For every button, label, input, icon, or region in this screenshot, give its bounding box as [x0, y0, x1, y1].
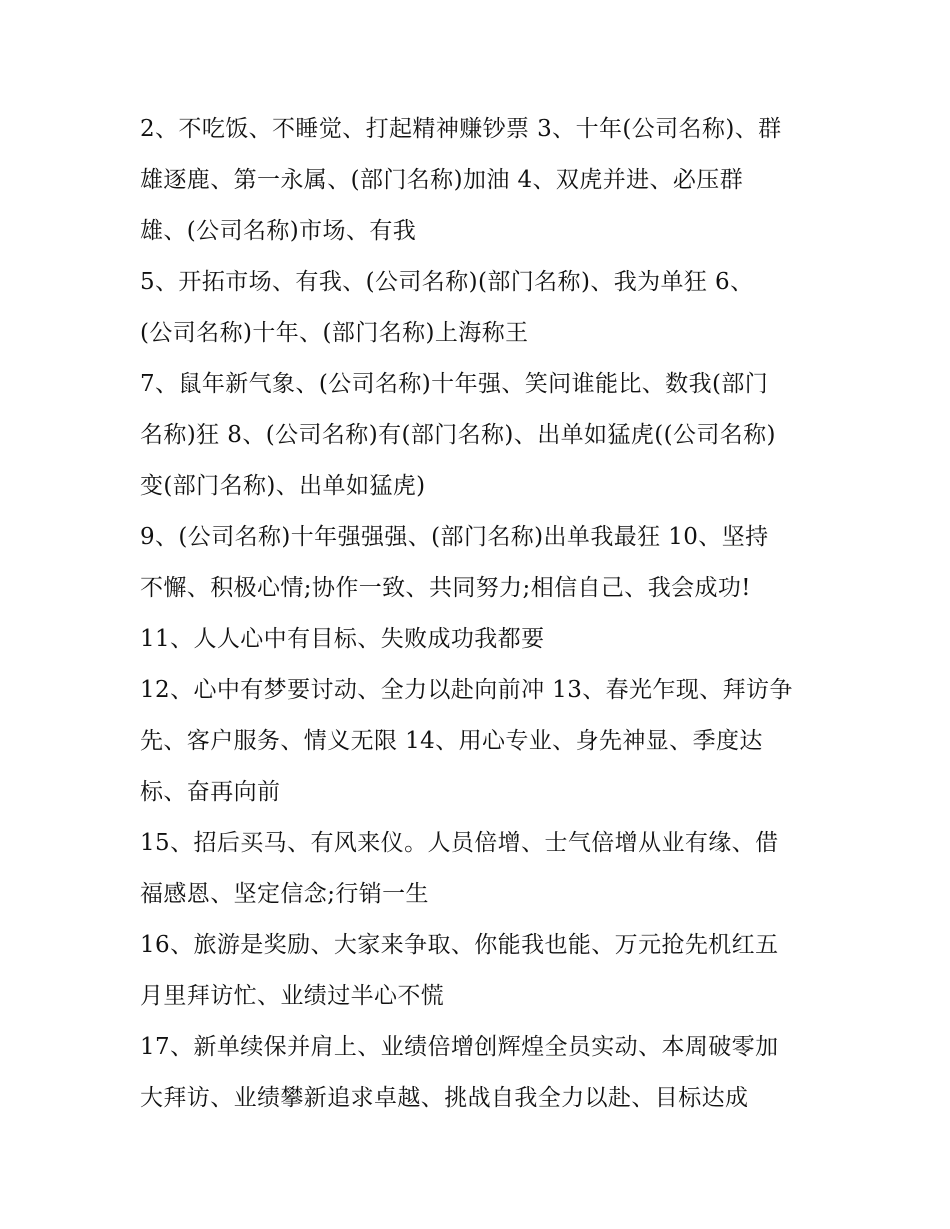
text-line: 雄逐鹿、第一永属、(部门名称)加油 4、双虎并进、必压群: [140, 167, 744, 193]
text-line: 变(部门名称)、出单如猛虎): [140, 473, 426, 499]
text-line: 16、旅游是奖励、大家来争取、你能我也能、万元抢先机红五: [140, 932, 779, 958]
text-line: 17、新单续保并肩上、业绩倍增创辉煌全员实动、本周破零加: [140, 1034, 779, 1060]
slogan-text-block: [140, 104, 820, 1124]
text-line: 先、客户服务、情义无限 14、用心专业、身先神显、季度达: [140, 728, 763, 754]
text-line: 雄、(公司名称)市场、有我: [140, 218, 417, 244]
text-line: 标、奋再向前: [140, 779, 281, 805]
text-line: 5、开拓市场、有我、(公司名称)(部门名称)、我为单狂 6、: [140, 269, 754, 295]
text-line: 7、鼠年新气象、(公司名称)十年强、笑问谁能比、数我(部门: [140, 371, 769, 397]
text-line: 9、(公司名称)十年强强强、(部门名称)出单我最狂 10、坚持: [140, 524, 769, 550]
text-line: 15、招后买马、有风来仪。人员倍增、士气倍增从业有缘、借: [140, 830, 779, 856]
text-line: 11、人人心中有目标、失败成功我都要: [140, 626, 545, 652]
text-line: 福感恩、坚定信念;行销一生: [140, 881, 429, 907]
text-line: 名称)狂 8、(公司名称)有(部门名称)、出单如猛虎((公司名称): [140, 422, 776, 448]
text-line: 2、不吃饭、不睡觉、打起精神赚钞票 3、十年(公司名称)、群: [140, 116, 782, 142]
text-line: 不懈、积极心情;协作一致、共同努力;相信自己、我会成功!: [140, 575, 751, 601]
text-line: 12、心中有梦要讨动、全力以赴向前冲 13、春光乍现、拜访争: [140, 677, 793, 703]
text-line: 大拜访、业绩攀新追求卓越、挑战自我全力以赴、目标达成: [140, 1085, 749, 1111]
text-line: (公司名称)十年、(部门名称)上海称王: [140, 320, 529, 346]
text-line: 月里拜访忙、业绩过半心不慌: [140, 983, 445, 1009]
